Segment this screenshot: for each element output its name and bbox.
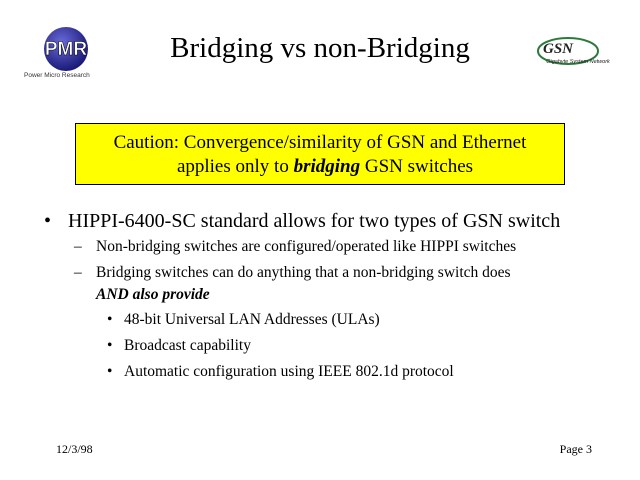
sub-item	[74, 262, 511, 283]
sub-item	[74, 236, 516, 257]
sub-item-text: Bridging switches can do anything that a non-bridging switch does	[96, 264, 511, 281]
caution-line-2-pre: applies only to	[176, 156, 294, 177]
dash-icon: –	[74, 238, 82, 255]
footer-date: 12/3/98	[56, 442, 93, 456]
sub-item-continuation: AND also provide	[96, 286, 210, 303]
bullet-dot-icon: •	[107, 363, 113, 380]
sub-sub-item-text: 48-bit Universal LAN Addresses (ULAs)	[124, 311, 380, 328]
gsn-logo-caption: Gigabyte System Network	[546, 59, 610, 65]
dash-icon: –	[74, 264, 82, 281]
gsn-logo-text: GSN	[542, 41, 574, 57]
caution-emphasis: bridging	[293, 156, 361, 177]
sub-sub-item	[107, 309, 380, 330]
sub-item-text: Non-bridging switches are configured/operated like HIPPI switches	[96, 238, 517, 255]
bullet-dot-icon: •	[44, 210, 52, 232]
sub-sub-item-text: Automatic configuration using IEEE 802.1d protocol	[124, 363, 454, 380]
sub-sub-item	[107, 361, 454, 382]
caution-box	[75, 123, 565, 185]
caution-line-2	[76, 155, 564, 179]
main-bullet-text: HIPPI-6400-SC standard allows for two types of GSN switch	[68, 210, 561, 232]
slide-title: Bridging vs non-Bridging	[170, 32, 470, 64]
bullet-dot-icon: •	[107, 311, 113, 328]
bullet-dot-icon: •	[107, 337, 113, 354]
sub-sub-item-text: Broadcast capability	[124, 337, 251, 354]
pmr-logo-caption: Power Micro Research	[24, 72, 90, 79]
main-bullet	[44, 209, 560, 233]
caution-line-2-post: GSN switches	[360, 156, 474, 177]
footer-page-number: Page 3	[559, 442, 592, 456]
pmr-logo-text: PMR	[44, 39, 88, 60]
sub-sub-item	[107, 335, 251, 356]
caution-line-1: Caution: Convergence/similarity of GSN and Ethernet	[113, 132, 527, 153]
